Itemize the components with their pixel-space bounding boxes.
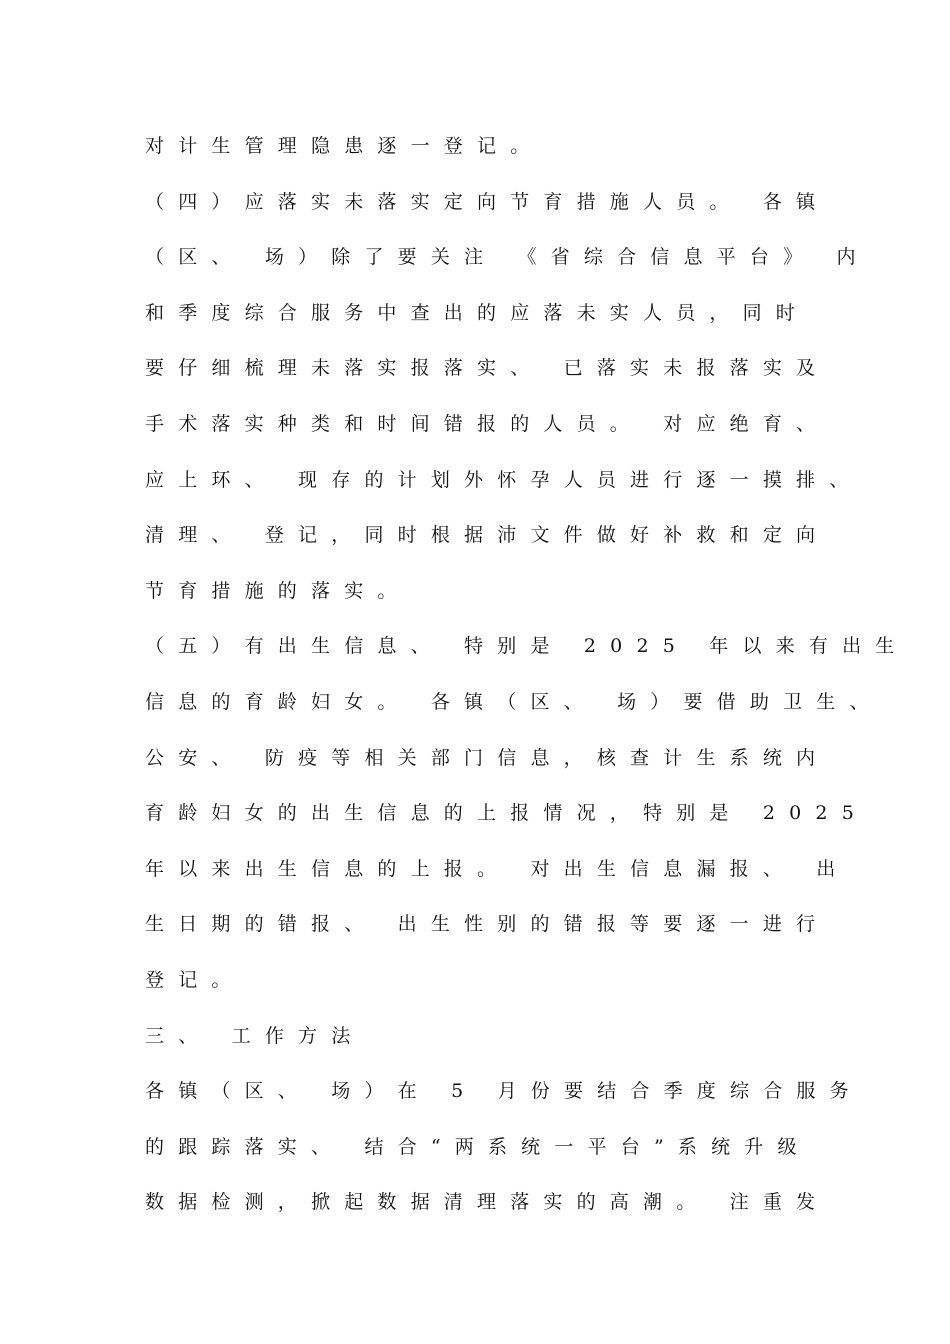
text-line: 生日期的错报、 出生性别的错报等要逐一进行 [145, 913, 830, 936]
text-line: 公安、 防疫等相关部门信息，核查计生系统内 [145, 746, 830, 769]
text-line: 的跟踪落实、 结合“两系统一平台”系统升级 [145, 1135, 811, 1158]
section-heading-methods: 三、 工作方法 [145, 1024, 365, 1047]
text-line: 信息的育龄妇女。 各镇（区、 场）要借助卫生、 [145, 690, 883, 713]
text-line: 对计生管理隐患逐一登记。 [145, 135, 544, 157]
document-body [145, 126, 909, 1238]
text-line: 应上环、 现存的计划外怀孕人员进行逐一摸排、 [145, 468, 863, 491]
text-line: 年以来出生信息的上报。 对出生信息漏报、 出 [145, 857, 850, 880]
section-heading-five: （五）有出生信息、 特别是 2025 年以来有出生 [145, 635, 909, 658]
text-line: 手术落实种类和时间错报的人员。 对应绝育、 [145, 412, 830, 435]
text-line: 和季度综合服务中查出的应落未实人员，同时 [145, 301, 810, 324]
text-line: 节育措施的落实。 [145, 579, 411, 602]
section-heading-four: （四）应落实未落实定向节育措施人员。 各镇 [145, 190, 830, 213]
text-line: 育龄妇女的出生信息的上报情况，特别是 2025 [145, 802, 868, 825]
text-line: 要仔细梳理未落实报落实、 已落实未报落实及 [145, 357, 830, 380]
text-line: 登记。 [145, 968, 245, 991]
text-line: （区、 场）除了要关注 《省综合信息平台》 内 [145, 246, 870, 269]
text-line: 数据检测，掀起数据清理落实的高潮。 注重发 [145, 1191, 830, 1214]
text-line: 各镇（区、 场）在 5 月份要结合季度综合服务 [145, 1080, 863, 1103]
text-line: 清理、 登记，同时根据沛文件做好补救和定向 [145, 524, 830, 547]
